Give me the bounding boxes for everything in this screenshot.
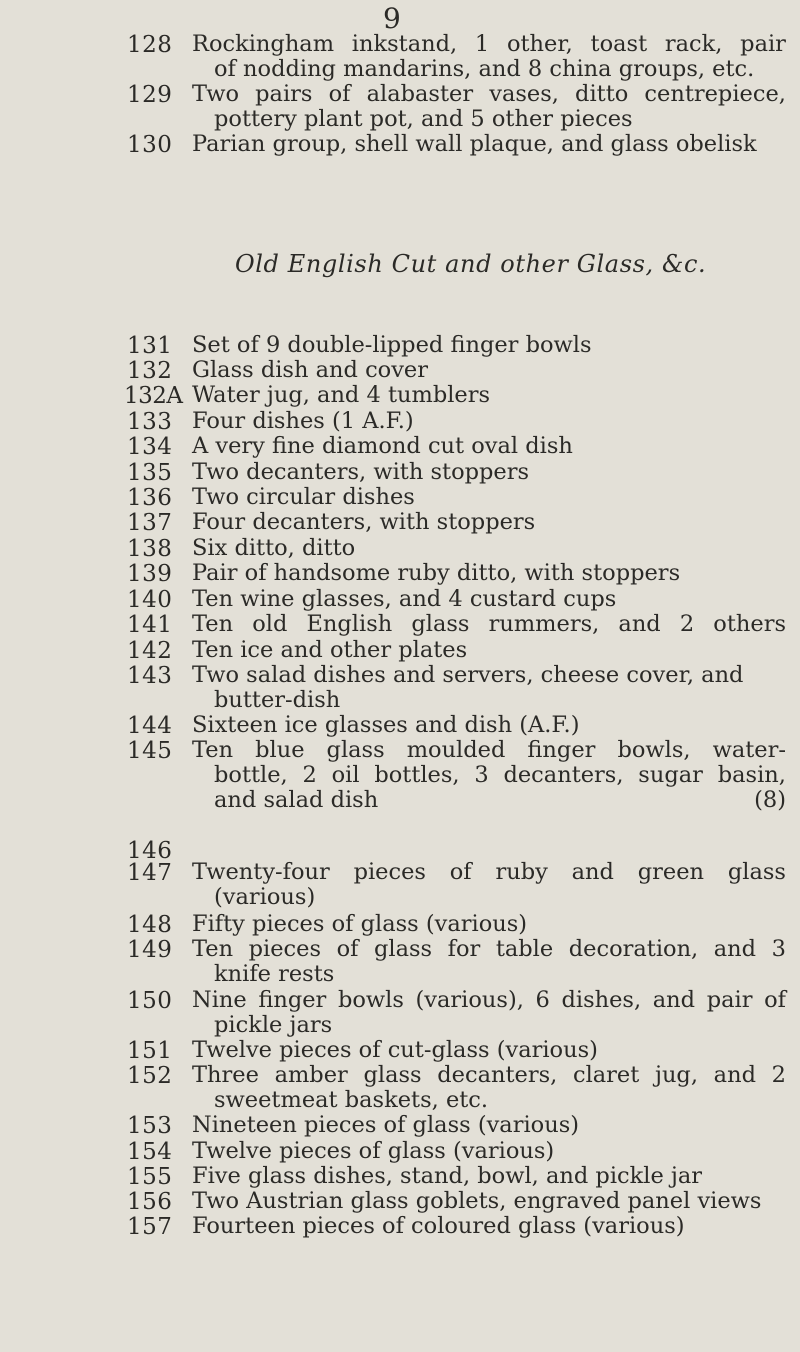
lot-number: 152: [127, 1063, 173, 1089]
lot-number: 134: [127, 434, 173, 460]
description-line: butter-dish: [214, 687, 341, 713]
description-line: Twelve pieces of cut-glass (various): [192, 1037, 598, 1063]
lot-number: 142: [127, 638, 173, 664]
description-line: Fourteen pieces of coloured glass (various): [192, 1213, 685, 1239]
lot-number: 157: [127, 1214, 173, 1240]
description-line: (various): [214, 884, 316, 910]
lot-description: [192, 561, 786, 586]
lot-number: 155: [127, 1164, 173, 1190]
lot-number: 148: [127, 912, 173, 938]
lot-number: 149: [127, 937, 173, 963]
description-line: Twenty-four pieces of ruby and green glass: [192, 859, 786, 885]
description-line: Ten pieces of glass for table decoration, and 3: [192, 936, 786, 962]
lot-number: 135: [127, 460, 173, 486]
description-text: and salad dish: [214, 787, 379, 813]
lot-number: 133: [127, 409, 173, 435]
lot-number: 128: [127, 32, 173, 58]
description-line: Parian group, shell wall plaque, and glass obelisk: [192, 131, 757, 157]
description-line: Rockingham inkstand, 1 other, toast rack, pair: [192, 31, 786, 57]
lot-number: 137: [127, 510, 173, 536]
lot-number: 132: [127, 358, 173, 384]
description-line: Glass dish and cover: [192, 357, 429, 383]
description-line: Two circular dishes: [192, 484, 415, 510]
lot-number: 147: [127, 860, 173, 886]
lot-description: [192, 638, 786, 663]
lot-description: [192, 510, 786, 535]
page-number: 9: [383, 2, 401, 35]
lot-description: [192, 663, 786, 713]
lot-number: 144: [127, 713, 173, 739]
description-line: Ten ice and other plates: [192, 637, 468, 663]
lot-description: [192, 1214, 786, 1239]
description-line: Two decanters, with stoppers: [192, 459, 530, 485]
description-line: Ten old English glass rummers, and 2 others: [192, 611, 786, 637]
lot-description: [192, 358, 786, 383]
description-line: pickle jars: [214, 1012, 333, 1038]
description-line: Two salad dishes and servers, cheese cover, and: [192, 662, 744, 688]
section-heading: Old English Cut and other Glass, &c.: [235, 250, 707, 278]
lot-number: 130: [127, 132, 173, 158]
description-line: A very fine diamond cut oval dish: [192, 433, 573, 459]
lot-description: [192, 409, 786, 434]
description-line: Ten wine glasses, and 4 custard cups: [192, 586, 617, 612]
lot-number: 141: [127, 612, 173, 638]
description-line: sweetmeat baskets, etc.: [214, 1087, 489, 1113]
description-line: [192, 788, 786, 813]
lot-number: 153: [127, 1113, 173, 1139]
description-line: Six ditto, ditto: [192, 535, 356, 561]
description-line: Sixteen ice glasses and dish (A.F.): [192, 712, 580, 738]
description-line: Four decanters, with stoppers: [192, 509, 536, 535]
lot-number: 140: [127, 587, 173, 613]
description-line: pottery plant pot, and 5 other pieces: [214, 106, 633, 132]
lot-description: [192, 132, 786, 157]
description-line: Twelve pieces of glass (various): [192, 1138, 555, 1164]
description-line: Fifty pieces of glass (various): [192, 911, 528, 937]
lot-number: 156: [127, 1189, 173, 1215]
lot-description: [192, 32, 786, 82]
description-line: Set of 9 double-lipped finger bowls: [192, 332, 592, 358]
description-line: Five glass dishes, stand, bowl, and pickle jar: [192, 1163, 703, 1189]
description-line: of nodding mandarins, and 8 china groups, etc.: [214, 56, 755, 82]
lot-number: 131: [127, 333, 173, 359]
lot-description: [192, 82, 786, 132]
lot-description: [192, 1113, 786, 1138]
lot-number: 151: [127, 1038, 173, 1064]
lot-description: [192, 1189, 786, 1214]
lot-description: [192, 860, 786, 910]
lot-number: 150: [127, 988, 173, 1014]
description-line: Nineteen pieces of glass (various): [192, 1112, 580, 1138]
lot-description: [192, 1139, 786, 1164]
lot-description: [192, 485, 786, 510]
lot-number: 145: [127, 738, 173, 764]
description-line: bottle, 2 oil bottles, 3 decanters, sugar basin,: [214, 762, 786, 788]
lot-description: [192, 383, 786, 408]
lot-number: 136: [127, 485, 173, 511]
description-line: Two Austrian glass goblets, engraved panel views: [192, 1188, 762, 1214]
lot-description: [192, 713, 786, 738]
lot-number: 139: [127, 561, 173, 587]
description-line: Nine finger bowls (various), 6 dishes, and pair of: [192, 987, 786, 1013]
lot-description: [192, 536, 786, 561]
lot-description: [192, 587, 786, 612]
lot-number: 154: [127, 1139, 173, 1165]
description-line: Ten blue glass moulded finger bowls, water-: [192, 737, 786, 763]
description-line: Two pairs of alabaster vases, ditto centrepiece,: [192, 81, 786, 107]
lot-description: [192, 937, 786, 987]
lot-description: [192, 738, 786, 813]
lot-description: [192, 1063, 786, 1113]
lot-number: 132A: [124, 383, 183, 409]
description-line: knife rests: [214, 961, 335, 987]
lot-description: [192, 912, 786, 937]
description-line: Pair of handsome ruby ditto, with stoppers: [192, 560, 681, 586]
lot-number: 129: [127, 82, 173, 108]
lot-description: [192, 434, 786, 459]
lot-description: [192, 1164, 786, 1189]
lot-description: [192, 333, 786, 358]
lot-number: 143: [127, 663, 173, 689]
lot-number: 138: [127, 536, 173, 562]
description-line: Water jug, and 4 tumblers: [192, 382, 491, 408]
description-line: Four dishes (1 A.F.): [192, 408, 414, 434]
lot-description: [192, 460, 786, 485]
lot-description: [192, 1038, 786, 1063]
description-line: Three amber glass decanters, claret jug, and 2: [192, 1062, 786, 1088]
lot-description: [192, 988, 786, 1038]
lot-description: [192, 612, 786, 637]
lot-quantity-note: (8): [754, 787, 786, 813]
lot-number: 146: [127, 838, 173, 864]
